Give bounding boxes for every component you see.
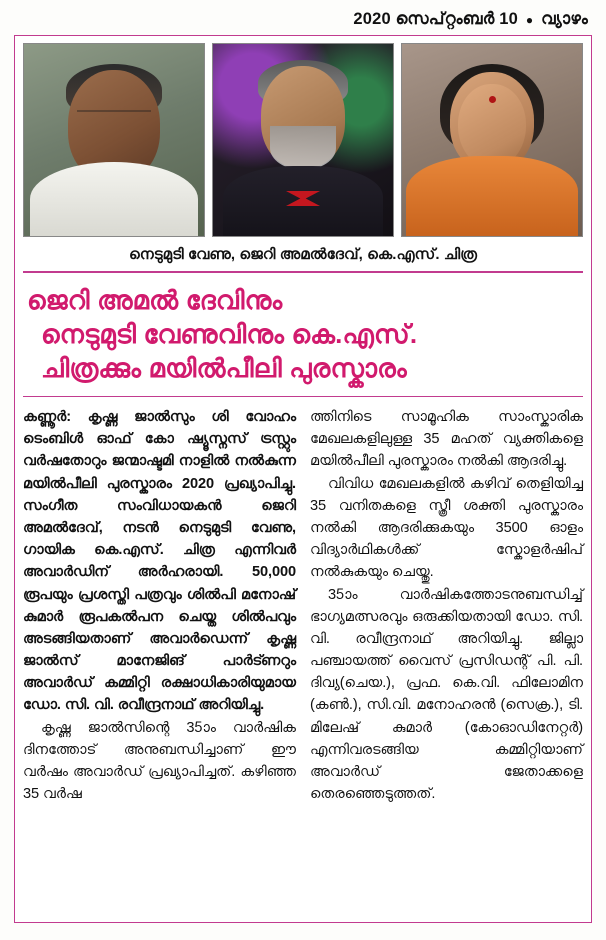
headline-line-1: ജെറി അമൽ ദേവിനും <box>27 284 283 315</box>
divider-top <box>23 271 583 273</box>
jerry-amaldev-photo <box>212 43 394 237</box>
dateline-weekday: വ്യാഴം <box>541 10 588 28</box>
dateline-date: 2020 സെപ്റ്റംബർ 10 <box>353 10 519 28</box>
article-paragraph: ത്തിനിടെ സാമൂഹിക സാംസ്കാരിക മേഖലകളിലുള്ള 35 മഹത് വ്യക്തികളെ മയിൽപീലി പുരസ്കാരം നൽകി ആദരിച്ചു. <box>310 409 583 470</box>
article-columns <box>23 406 583 805</box>
photo-caption: നെടുമുടി വേണു, ജെറി അമൽദേവ്, കെ.എസ്. ചിത്ര <box>129 246 477 263</box>
dateline <box>14 6 592 35</box>
headline-line-3: ചിത്രക്കും മയിൽപീലി പുരസ്കാരം <box>41 353 407 384</box>
article-paragraph: വിവിധ മേഖലകളിൽ കഴിവ് തെളിയിച്ച 35 വനിതകളെ സ്ത്രീ ശക്തി പുരസ്കാരം നൽകി ആദരിക്കുകയും 3500 ഓളം വിദ്യാർഥികൾക്ക് സ്കോളർഷിപ് നൽകുകയും ചെയ്തു. <box>310 475 583 581</box>
article-frame <box>14 35 592 923</box>
article-paragraph: 35ാം വാർഷികത്തോടനുബന്ധിച്ച് ഭാഗ്യമത്സരവും ഒരുക്കിയതായി ഡോ. സി. വി. രവീന്ദ്രനാഥ് അറിയിച്ചു. ജില്ലാ പഞ്ചായത്ത് വൈസ് പ്രസിഡന്റ് പി. പി. ദിവ്യ(ചെയ.), പ്രഫ. കെ.വി. ഫിലോമിന (കൺ.), സി.വി. മനോഹരൻ (സെക്ര.), ടി. മിലേഷ് കുമാർ (കോഓഡിനേറ്റർ) എന്നിവരടങ്ങിയ കമ്മിറ്റിയാണ് അവാർഡ് ജേതാക്കളെ തെരഞ്ഞെടുത്തത്. <box>310 586 583 803</box>
article-paragraph: കണ്ണൂർ: കൃഷ്ണ ജാൽസും ശി വോഹം ടെംബിൾ ഓഫ് കോ ഷ്യൂസ്നസ് ട്രസ്റ്റും വർഷതോറും ജന്മാഷ്ടമി നാളിൽ നൽകുന്ന മയിൽപീലി പുരസ്കാരം 2020 പ്രഖ്യാപിച്ചു. സംഗീത സംവിധായകൻ ജെറി അമൽദേവ്, നടൻ നെടുമുടി വേണു, ഗായിക കെ.എസ്. ചിത്ര എന്നിവർ അവാർഡിന് അർഹരായി. 50,000 രൂപയും പ്രശസ്തി പത്രവും ശിൽപി മനോഷ് കുമാർ രൂപകൽപന ചെയ്ത ശിൽപവും അടങ്ങിയതാണ് അവാർഡെന്ന് കൃഷ്ണ ജാൽസ് മാനേജിങ് പാർട്ണറും അവാർഡ് കമ്മിറ്റി രക്ഷാധികാരിയുമായ ഡോ. സി. വി. രവീന്ദ്രനാഥ് അറിയിച്ചു. <box>23 409 296 714</box>
article-paragraph: കൃഷ്ണ ജാൽസിന്റെ 35ാം വാർഷിക ദിനത്തോട് അനുബന്ധിച്ചാണ് ഈ വർഷം അവാർഡ് പ്രഖ്യാപിച്ചത്. കഴിഞ്ഞ 35 വർഷ <box>23 719 296 803</box>
article-column-left <box>23 406 296 805</box>
article-column-right <box>310 406 583 805</box>
divider-bottom <box>23 396 583 398</box>
dateline-separator-dot: ● <box>525 12 534 27</box>
ks-chithra-photo <box>401 43 583 237</box>
nedumudi-venu-photo <box>23 43 205 237</box>
photo-row <box>23 43 583 237</box>
page-title <box>23 281 583 394</box>
headline-line-2: നെടുമുടി വേണുവിനും കെ.എസ്. <box>41 318 418 349</box>
